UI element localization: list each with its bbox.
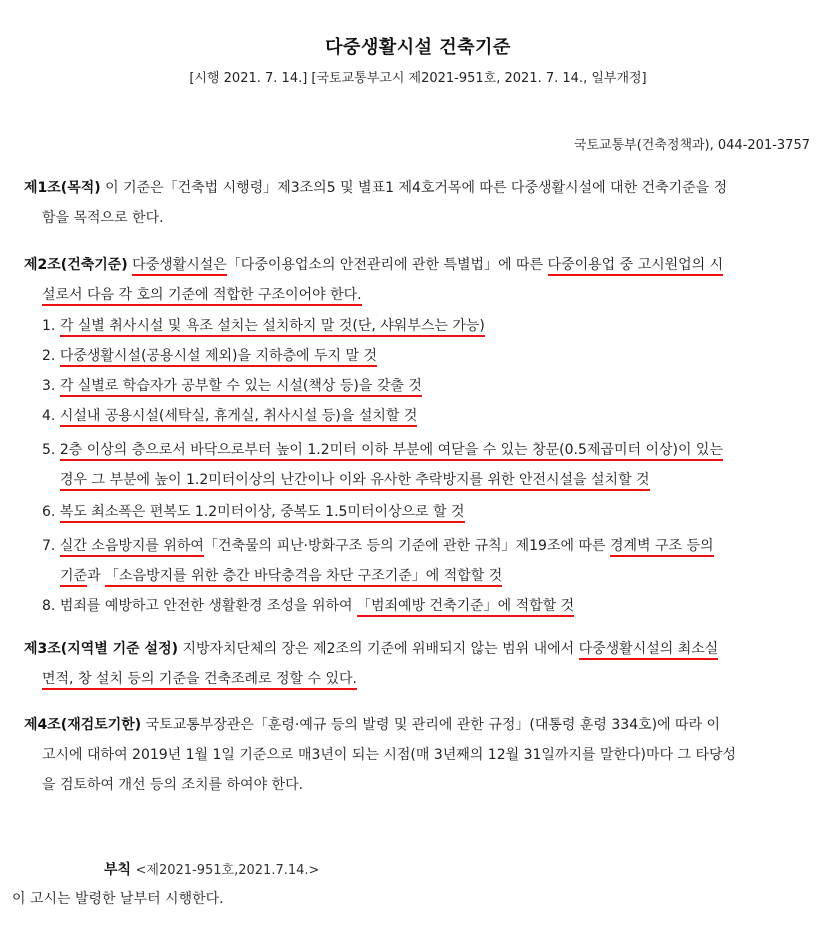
underlined-text: 복도 최소폭은 편복도 1.2미터이상, 중복도 1.5미터이상으로 할 것: [60, 504, 465, 523]
article-2-text: 「다중이용업소의 안전관리에 관한 특별법」에 따른: [226, 257, 548, 273]
item-number: 3.: [42, 378, 60, 394]
article-3-line-1: [24, 634, 718, 664]
article-1-line-1: [24, 173, 727, 203]
article-3-text: 지방자치단체의 장은 제2조의 기준에 위배되지 않는 범위 내에서: [178, 641, 579, 657]
list-item-1: [42, 311, 485, 341]
article-3-line-2: [42, 664, 357, 694]
item-text: 「건축물의 피난·방화구조 등의 기준에 관한 규칙」제19조에 따른: [203, 538, 610, 554]
underlined-text: 다중생활시설(공용시설 제외)을 지하층에 두지 말 것: [60, 348, 377, 367]
article-1-line-2: [42, 203, 164, 233]
underlined-text: 「소음방지를 위한 층간 바닥충격음 차단 구조기준」에 적합할 것: [105, 568, 502, 587]
item-number: 2.: [42, 348, 60, 364]
underlined-text: 실간 소음방지를 위하여: [60, 538, 204, 557]
article-1-heading: 제1조(목적): [24, 180, 101, 196]
article-2-heading: 제2조(건축기준): [24, 257, 128, 273]
list-item-7-cont: [60, 561, 502, 591]
document-subtitle: [시행 2021. 7. 14.] [국토교통부고시 제2021-951호, 2021. 7. 14., 일부개정]: [189, 71, 647, 86]
addendum-title: 부칙: [104, 862, 132, 878]
underlined-text: 시설내 공용시설(세탁실, 휴게실, 취사시설 등)을 설치할 것: [60, 408, 418, 427]
article-4-heading: 제4조(재검토기한): [24, 717, 142, 733]
addendum-heading: [104, 859, 319, 879]
article-4-line-2: [42, 740, 736, 770]
article-4-text-cont: 을 검토하여 개선 등의 조치를 하여야 한다.: [42, 777, 304, 793]
underlined-text: 기준: [60, 568, 87, 587]
underlined-text: 다중이용업 중 고시원업의 시: [548, 257, 724, 276]
item-text: 과: [87, 568, 106, 584]
list-item-4: [42, 401, 417, 431]
document-title: 다중생활시설 건축기준: [325, 37, 511, 58]
contact-info: 국토교통부(건축정책과), 044-201-3757: [573, 138, 810, 153]
addendum-body: 이 고시는 발령한 날부터 시행한다.: [12, 891, 224, 907]
list-item-6: [42, 497, 465, 527]
underlined-text: 면적, 창 설치 등의 기준을 건축조례로 정할 수 있다.: [42, 671, 357, 690]
item-number: 7.: [42, 538, 60, 554]
article-4-text: 국토교통부장관은「훈령·예규 등의 발령 및 관리에 관한 규정」(대통령 훈령 334호)에 따라 이: [141, 717, 721, 733]
article-1-text: 이 기준은「건축법 시행령」제3조의5 및 별표1 제4호거목에 따른 다중생활시설에 대한 건축기준을 정: [100, 180, 728, 196]
article-2-line-1: [24, 250, 723, 280]
article-4-line-1: [24, 710, 720, 740]
list-item-5-cont: [60, 465, 650, 495]
article-4-line-3: [42, 770, 303, 800]
item-number: 8.: [42, 598, 60, 614]
item-text: 범죄를 예방하고 안전한 생활환경 조성을 위하여: [59, 598, 357, 614]
item-number: 5.: [42, 442, 60, 458]
underlined-text: 다중생활시설의 최소실: [579, 641, 719, 660]
addendum-ref: <제2021-951호,2021.7.14.>: [135, 863, 320, 878]
underlined-text: 2층 이상의 층으로서 바닥으로부터 높이 1.2미터 이하 부분에 여닫을 수 있는 창문(0.5제곱미터 이상)이 있는: [60, 442, 723, 461]
underlined-text: 경우 그 부분에 높이 1.2미터이상의 난간이나 이와 유사한 추락방지를 위한 안전시설을 설치할 것: [60, 472, 650, 491]
list-item-2: [42, 341, 377, 371]
underlined-text: 경계벽 구조 등의: [610, 538, 714, 557]
item-number: 4.: [42, 408, 60, 424]
item-number: 6.: [42, 504, 60, 520]
item-number: 1.: [42, 318, 60, 334]
article-4-text-cont: 고시에 대하여 2019년 1월 1일 기준으로 매3년이 되는 시점(매 3년째의 12월 31일까지를 말한다)마다 그 타당성: [42, 747, 737, 763]
underlined-text: 설로서 다음 각 호의 기준에 적합한 구조이어야 한다.: [42, 287, 362, 306]
list-item-8: [42, 591, 574, 621]
list-item-5: [42, 435, 723, 465]
underlined-text: 「범죄예방 건축기준」에 적합할 것: [357, 598, 574, 617]
article-3-heading: 제3조(지역별 기준 설정): [24, 641, 179, 657]
underlined-text: 다중생활시설은: [132, 257, 227, 276]
article-1-text-cont: 함을 목적으로 한다.: [42, 210, 164, 226]
list-item-7: [42, 531, 714, 561]
underlined-text: 각 실별로 학습자가 공부할 수 있는 시설(책상 등)을 갖출 것: [60, 378, 422, 397]
list-item-3: [42, 371, 422, 401]
article-2-line-2: [42, 280, 362, 310]
underlined-text: 각 실별 취사시설 및 욕조 설치는 설치하지 말 것(단, 샤워부스는 가능): [60, 318, 485, 337]
